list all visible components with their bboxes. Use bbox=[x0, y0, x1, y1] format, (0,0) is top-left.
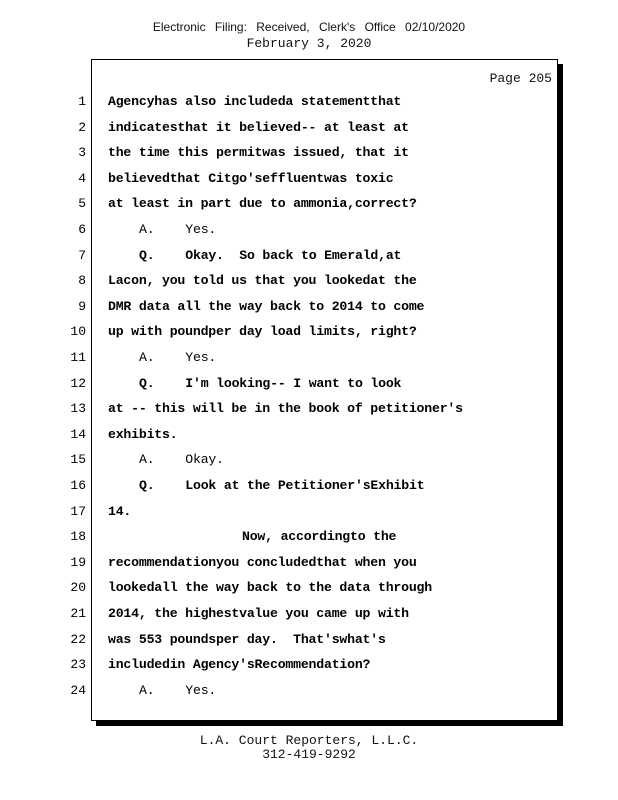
line-number: 7 bbox=[78, 247, 86, 263]
transcript-line: Lacon, you told us that you lookedat the bbox=[108, 273, 417, 289]
line-number: 4 bbox=[78, 170, 86, 186]
transcript-line: Now, accordingto the bbox=[242, 529, 397, 545]
transcript-line: the time this permitwas issued, that it bbox=[108, 145, 409, 161]
transcript-line: A. Yes. bbox=[139, 682, 217, 698]
transcript-line: Q. I'm looking-- I want to look bbox=[139, 375, 402, 391]
line-number: 8 bbox=[78, 273, 86, 289]
line-number: 9 bbox=[78, 298, 86, 314]
transcript-line: Q. Look at the Petitioner'sExhibit bbox=[139, 478, 425, 493]
transcript-line: lookedall the way back to the data through bbox=[108, 580, 432, 596]
line-number: 21 bbox=[70, 606, 86, 621]
line-number: 23 bbox=[70, 657, 86, 673]
transcript-line: A. Yes. bbox=[139, 222, 217, 237]
hearing-date: February 3, 2020 bbox=[246, 36, 372, 51]
line-number: 17 bbox=[70, 503, 86, 519]
transcript-line: Agencyhas also includeda statementthat bbox=[108, 94, 402, 109]
transcript-line: A. Yes. bbox=[139, 350, 217, 365]
transcript-line: 2014, the highestvalue you came up with bbox=[108, 606, 409, 621]
transcript-line: was 553 poundsper day. That'swhat's bbox=[108, 631, 386, 647]
line-number: 22 bbox=[70, 631, 86, 647]
line-number: 1 bbox=[78, 94, 86, 109]
transcript-line: 14. bbox=[108, 503, 132, 519]
transcript-line: indicatesthat it believed-- at least at bbox=[108, 119, 409, 135]
line-number: 20 bbox=[70, 580, 86, 596]
transcript-line: A. Okay. bbox=[139, 452, 224, 468]
line-number: 13 bbox=[70, 401, 86, 417]
transcript-line: includedin Agency'sRecommendation? bbox=[108, 657, 371, 673]
transcript-line: DMR data all the way back to 2014 to come bbox=[108, 298, 425, 314]
line-number: 19 bbox=[70, 554, 86, 570]
line-number: 5 bbox=[78, 196, 86, 212]
line-number: 14 bbox=[70, 426, 86, 442]
line-number: 6 bbox=[78, 222, 86, 237]
transcript-line: believedthat Citgo'seffluentwas toxic bbox=[108, 170, 394, 186]
transcript-line: recommendationyou concludedthat when you bbox=[108, 554, 417, 570]
line-number: 24 bbox=[70, 682, 86, 698]
transcript-line: exhibits. bbox=[108, 426, 178, 442]
transcript-line: up with poundper day load limits, right? bbox=[108, 324, 417, 340]
transcript-line: at least in part due to ammonia,correct? bbox=[108, 196, 417, 212]
reporter-firm: L.A. Court Reporters, L.L.C. bbox=[199, 733, 419, 748]
line-number: 3 bbox=[78, 145, 86, 161]
page-number: Page 205 bbox=[489, 71, 552, 86]
reporter-phone: 312-419-9292 bbox=[262, 747, 356, 762]
line-number: 11 bbox=[70, 350, 86, 365]
transcript-line: Q. Okay. So back to Emerald,at bbox=[139, 247, 402, 263]
line-number: 12 bbox=[70, 375, 86, 391]
line-number: 16 bbox=[70, 478, 86, 493]
transcript-line: at -- this will be in the book of petitioner's bbox=[108, 401, 463, 417]
line-number: 2 bbox=[78, 119, 86, 135]
line-number: 10 bbox=[70, 324, 86, 340]
filing-stamp: Electronic Filing: Received, Clerk's Office 02/10/2020 bbox=[152, 20, 466, 34]
line-number: 18 bbox=[70, 529, 86, 545]
line-number: 15 bbox=[70, 452, 86, 468]
